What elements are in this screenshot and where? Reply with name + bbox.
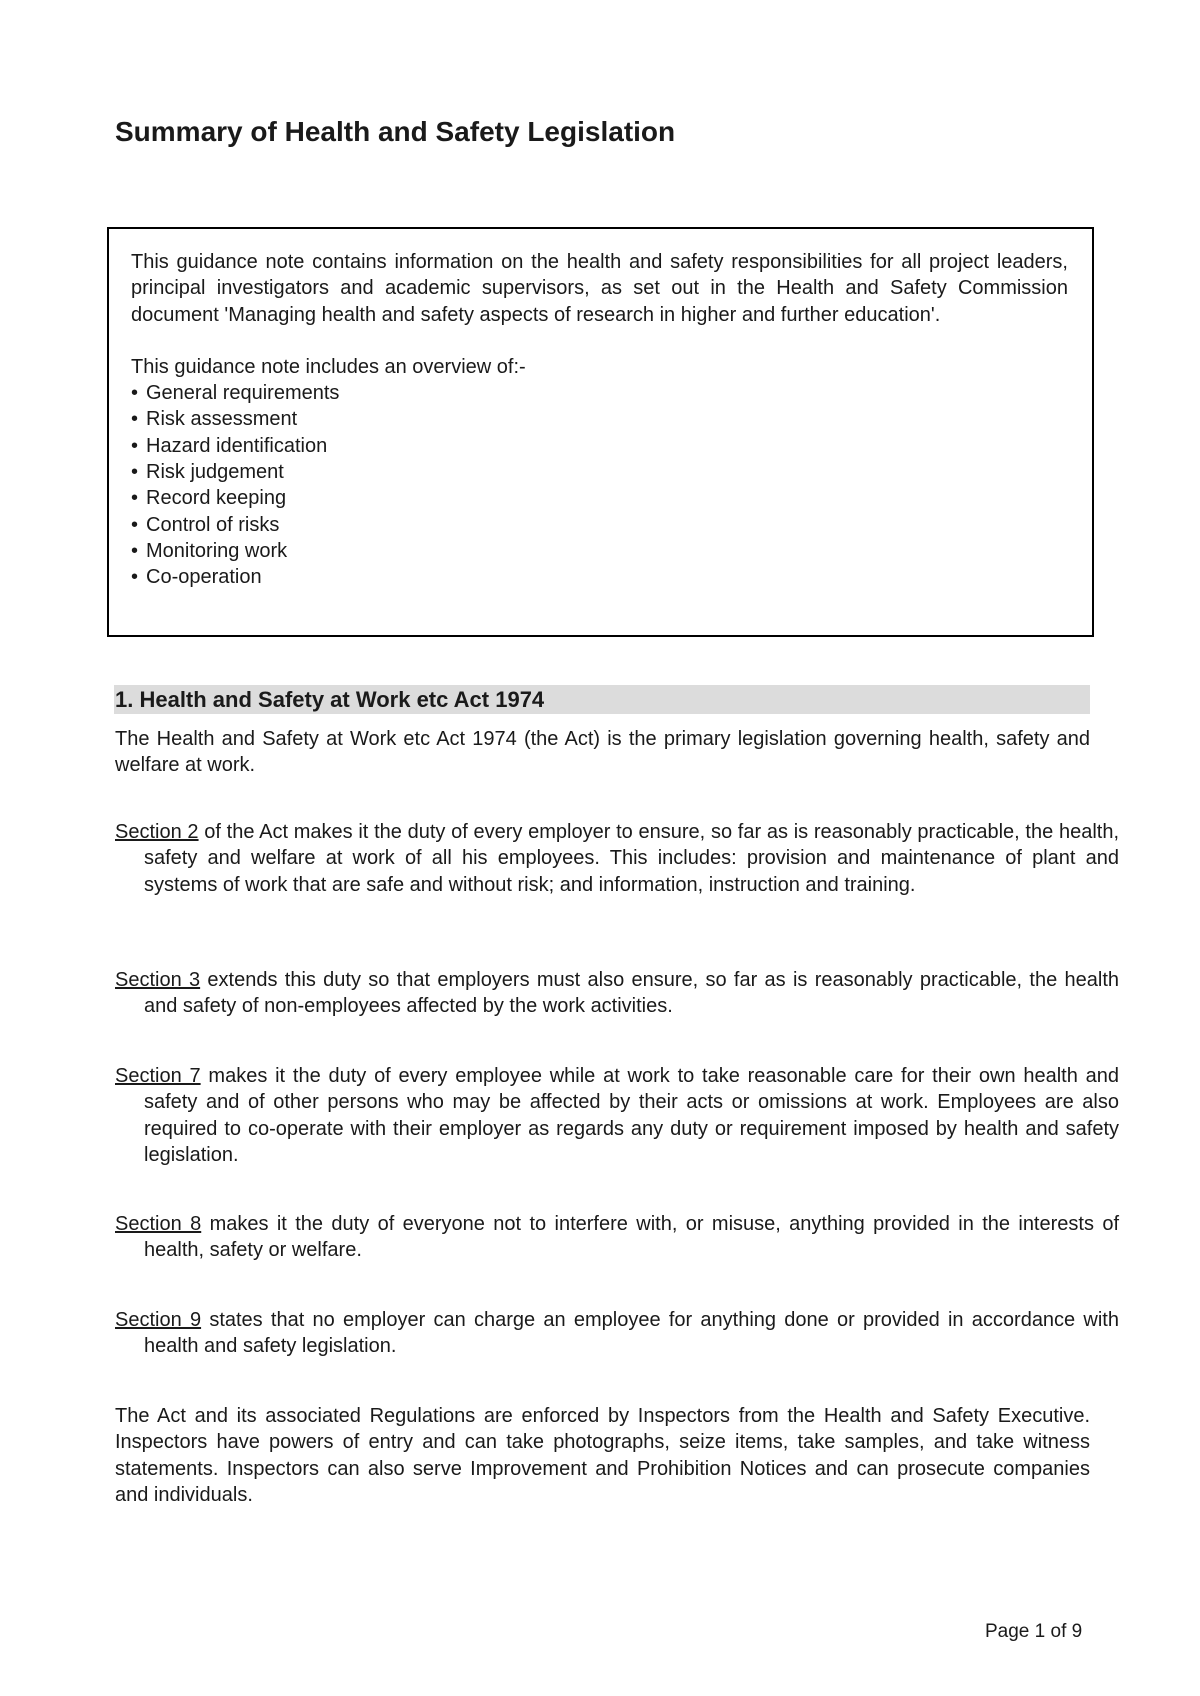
bullet-icon: • xyxy=(131,461,139,484)
section-reference: Section 2 xyxy=(115,821,199,843)
section-text: extends this duty so that employers must also ensure, so far as is reasonably practicable, the health and safety of non-employees affected by the work activities. xyxy=(144,969,1119,1018)
act-intro-paragraph: The Health and Safety at Work etc Act 1974 (the Act) is the primary legislation governing health, safety and welfare at work. xyxy=(115,728,1090,777)
paragraph-gap xyxy=(131,328,1068,354)
bullet-icon: • xyxy=(131,566,139,589)
overview-item-label: Record keeping xyxy=(146,487,287,510)
section-reference: Section 3 xyxy=(115,969,201,991)
overview-item xyxy=(131,485,1068,511)
section-3-paragraph xyxy=(115,967,1119,1020)
section-text: states that no employer can charge an employee for anything done or provided in accordance with health and safety legislation. xyxy=(144,1309,1119,1358)
overview-item-label: Control of risks xyxy=(146,513,280,536)
section-text: makes it the duty of every employee while at work to take reasonable care for their own health and safety and of other persons who may be affected by their acts or omissions at work. Employees are also required to co-operate with their employer as regards any duty or requirement imposed by health and safety legislation. xyxy=(144,1065,1119,1166)
overview-item-label: Risk judgement xyxy=(146,461,284,484)
overview-item-label: Risk assessment xyxy=(146,408,298,431)
enforcement-paragraph: The Act and its associated Regulations are enforced by Inspectors from the Health and Safety Executive. Inspectors have powers of entry and can take photographs, seize items, take samples, and take witness statements. Inspectors can also serve Improvement and Prohibition Notices and can prosecute companies and individuals. xyxy=(115,1405,1090,1506)
overview-item xyxy=(131,459,1068,485)
section-9-paragraph xyxy=(115,1307,1119,1360)
overview-item xyxy=(131,512,1068,538)
page-number: Page 1 of 9 xyxy=(985,1621,1083,1642)
section-7-paragraph xyxy=(115,1063,1119,1168)
bullet-icon: • xyxy=(131,434,139,457)
bullet-icon: • xyxy=(131,513,139,536)
overview-lead: This guidance note includes an overview of:- xyxy=(131,355,526,378)
overview-item xyxy=(131,538,1068,564)
section-reference: Section 7 xyxy=(115,1065,201,1087)
overview-list xyxy=(131,380,1068,590)
section-reference: Section 9 xyxy=(115,1309,202,1331)
overview-item xyxy=(131,380,1068,406)
section-heading: 1. Health and Safety at Work etc Act 1974 xyxy=(115,687,545,712)
section-reference: Section 8 xyxy=(115,1213,202,1235)
overview-item xyxy=(131,406,1068,432)
bullet-icon: • xyxy=(131,487,139,510)
overview-item-label: Hazard identification xyxy=(146,434,328,457)
overview-item-label: General requirements xyxy=(146,382,340,405)
document-title: Summary of Health and Safety Legislation xyxy=(115,116,676,147)
bullet-icon: • xyxy=(131,539,139,562)
overview-item-label: Co-operation xyxy=(146,566,262,589)
bullet-icon: • xyxy=(131,408,139,431)
section-8-paragraph xyxy=(115,1211,1119,1264)
section-2-paragraph xyxy=(115,819,1119,898)
overview-item xyxy=(131,564,1068,590)
guidance-summary-box xyxy=(107,227,1094,637)
bullet-icon: • xyxy=(131,382,139,405)
overview-item-label: Monitoring work xyxy=(146,539,288,562)
guidance-intro: This guidance note contains information on the health and safety responsibilities for all project leaders, principal investigators and academic supervisors, as set out in the Health and Safety Commission document 'Managing health and safety aspects of research in higher and further education'. xyxy=(131,251,1068,326)
section-text: makes it the duty of everyone not to interfere with, or misuse, anything provided in the interests of health, safety or welfare. xyxy=(144,1213,1120,1262)
section-text: of the Act makes it the duty of every employer to ensure, so far as is reasonably practicable, the health, safety and welfare at work of all his employees. This includes: provision and maintenance of plant and systems of work that are safe and without risk; and information, instruction and training. xyxy=(144,821,1119,896)
overview-item xyxy=(131,433,1068,459)
